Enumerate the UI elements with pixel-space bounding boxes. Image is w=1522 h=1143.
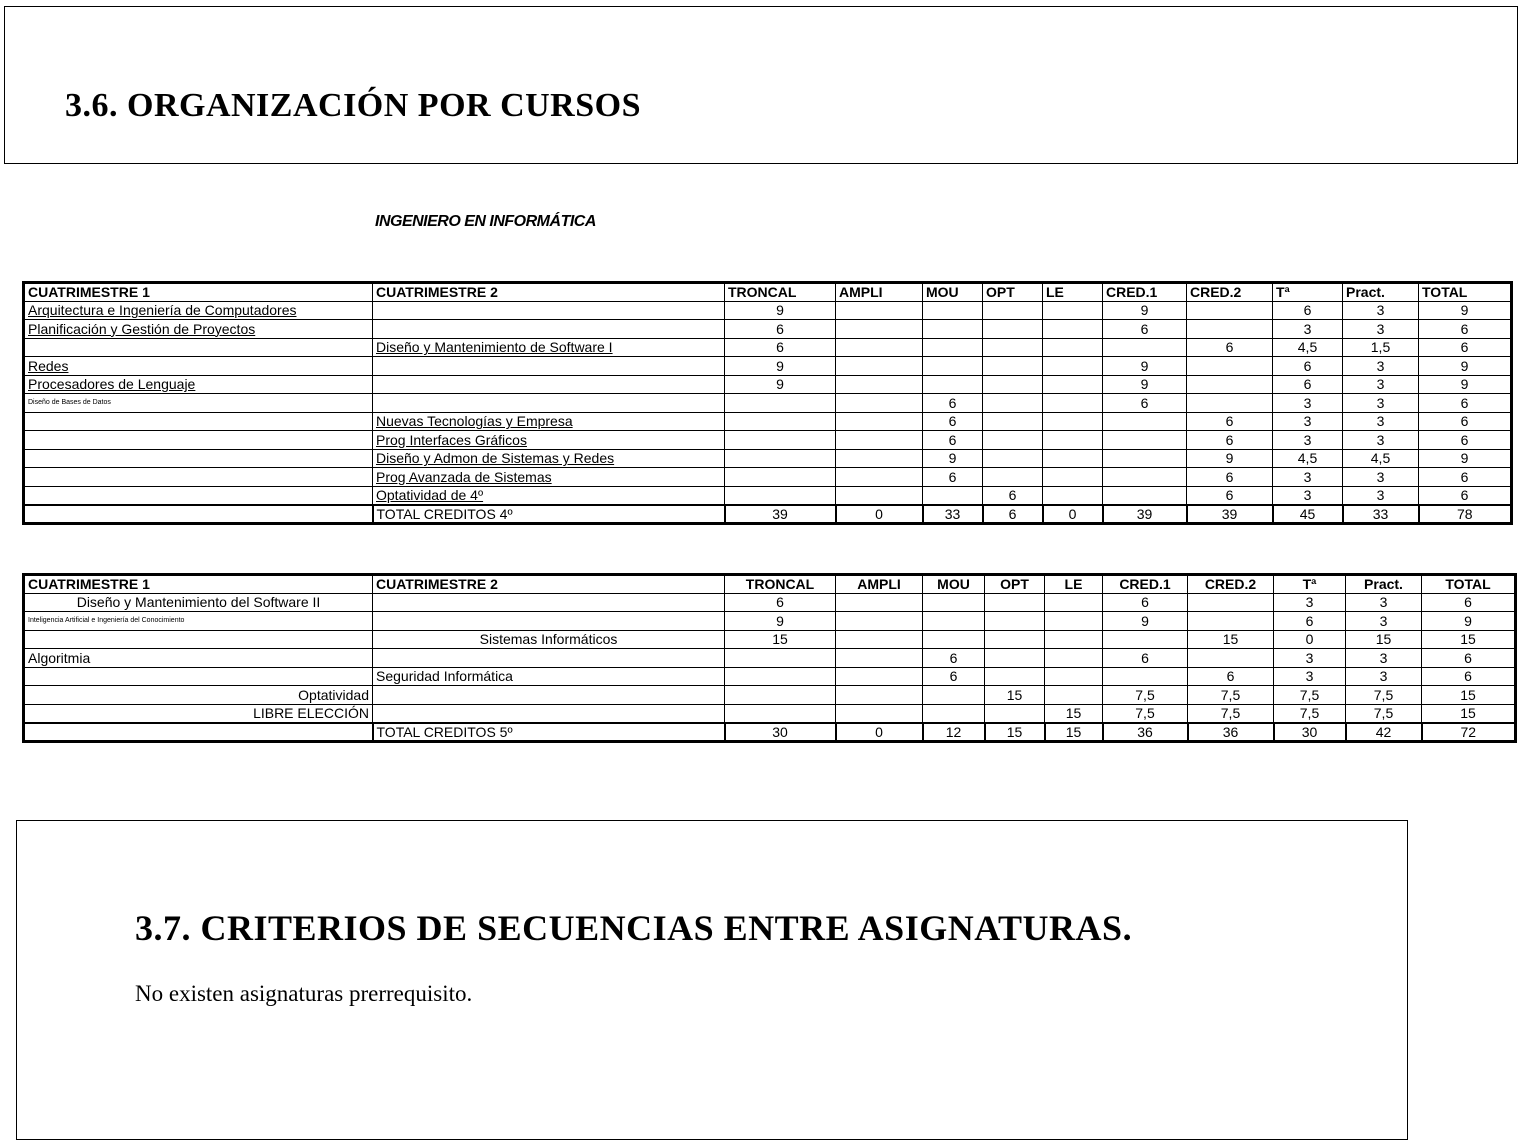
table-cell [24, 468, 373, 487]
table-cell: 9 [1419, 375, 1512, 394]
table-cell: 45 [1273, 505, 1343, 524]
table-cell: 6 [1103, 394, 1187, 413]
table-cell: 6 [923, 649, 985, 668]
table-cell [983, 431, 1043, 450]
table-cell [1045, 686, 1103, 705]
table-cell [725, 412, 836, 431]
column-header: Tª [1274, 575, 1346, 594]
table-cell [983, 357, 1043, 376]
table-cell [836, 301, 923, 320]
table-cell [725, 667, 836, 686]
table-cell: 6 [1187, 431, 1273, 450]
table-cell: 9 [1187, 449, 1273, 468]
table-cell [1043, 431, 1103, 450]
table-cell [725, 649, 836, 668]
table-cell [1043, 338, 1103, 357]
column-header: OPT [983, 283, 1043, 302]
table-cell: 4,5 [1343, 449, 1419, 468]
table-cell: 15 [1422, 686, 1516, 705]
table-cell: 6 [1273, 375, 1343, 394]
table-cell: 42 [1346, 723, 1422, 742]
column-header: CUATRIMESTRE 1 [24, 575, 373, 594]
table-cell [923, 630, 985, 649]
table-cell [985, 593, 1045, 612]
table-cell [1045, 649, 1103, 668]
table-cell [923, 704, 985, 723]
table-cell: 6 [1273, 357, 1343, 376]
column-header: MOU [923, 283, 983, 302]
table-cell [373, 301, 725, 320]
table-cell [923, 612, 985, 631]
total-row [24, 505, 1512, 524]
table-cell [1187, 394, 1273, 413]
table-cell [24, 630, 373, 649]
table-row [24, 630, 1516, 649]
table-cell: 0 [836, 505, 923, 524]
column-header: CRED.1 [1103, 575, 1188, 594]
table-cell [836, 357, 923, 376]
table-row [24, 375, 1512, 394]
column-header: CUATRIMESTRE 2 [373, 283, 725, 302]
table-cell [1043, 449, 1103, 468]
table-row [24, 612, 1516, 631]
table-cell [1103, 630, 1188, 649]
table-cell [373, 704, 725, 723]
table-cell: 9 [1422, 612, 1516, 631]
table-cell [836, 449, 923, 468]
table-cell [923, 357, 983, 376]
table-cell: 9 [725, 357, 836, 376]
table-cell: 6 [1419, 468, 1512, 487]
table-cell [983, 375, 1043, 394]
table-cell: 6 [1187, 486, 1273, 505]
column-header: CUATRIMESTRE 1 [24, 283, 373, 302]
table-cell [1043, 486, 1103, 505]
table-cell: LIBRE ELECCIÓN [24, 704, 373, 723]
table-cell: 6 [923, 431, 983, 450]
table-cell: 3 [1343, 431, 1419, 450]
table-cell [983, 394, 1043, 413]
table-cell: Optatividad [24, 686, 373, 705]
table-cell [983, 301, 1043, 320]
table-cell: 33 [1343, 505, 1419, 524]
table-cell: 9 [923, 449, 983, 468]
table-cell [836, 667, 923, 686]
table-cell: Prog Interfaces Gráficos [373, 431, 725, 450]
table-cell: 3 [1343, 394, 1419, 413]
table-cell: 15 [725, 630, 836, 649]
table-cell: 36 [1188, 723, 1274, 742]
table-cell [1103, 449, 1187, 468]
table-cell [725, 449, 836, 468]
table-cell: 7,5 [1188, 704, 1274, 723]
table-cell: 15 [1188, 630, 1274, 649]
table-row [24, 431, 1512, 450]
table-cell: 9 [1419, 301, 1512, 320]
total-row [24, 723, 1516, 742]
table-cell [725, 704, 836, 723]
table-cell: TOTAL CREDITOS 5º [373, 723, 725, 742]
table-cell [985, 630, 1045, 649]
table-cell [985, 704, 1045, 723]
table-cell: 9 [725, 612, 836, 631]
column-header: CRED.2 [1187, 283, 1273, 302]
table-cell [923, 686, 985, 705]
table-cell: 3 [1273, 486, 1343, 505]
table-cell [24, 449, 373, 468]
table-cell: Inteligencia Artificial e Ingeniería del Conocimiento [24, 612, 373, 631]
column-header: Tª [1273, 283, 1343, 302]
table-cell [24, 412, 373, 431]
table-row [24, 667, 1516, 686]
table-cell: 33 [923, 505, 983, 524]
table-cell [1187, 320, 1273, 339]
table-row [24, 412, 1512, 431]
table-cell [836, 320, 923, 339]
table-cell: 6 [923, 412, 983, 431]
table-cell [725, 394, 836, 413]
table-cell: 78 [1419, 505, 1512, 524]
column-header: LE [1045, 575, 1103, 594]
table-cell [24, 505, 373, 524]
table-cell: 6 [1273, 301, 1343, 320]
table-cell [725, 686, 836, 705]
table-cell [985, 649, 1045, 668]
column-header: TOTAL [1419, 283, 1512, 302]
course-table-4 [22, 281, 1513, 525]
table-cell [1045, 593, 1103, 612]
section-header-box [4, 6, 1518, 164]
table-cell [373, 686, 725, 705]
table-cell: Algoritmia [24, 649, 373, 668]
table-cell: 9 [1419, 357, 1512, 376]
table-cell: Planificación y Gestión de Proyectos [24, 320, 373, 339]
table-cell: 3 [1274, 667, 1346, 686]
table-cell [1187, 375, 1273, 394]
table-cell: 6 [923, 667, 985, 686]
table-cell [983, 412, 1043, 431]
table-cell [1045, 612, 1103, 631]
table-cell: 3 [1346, 649, 1422, 668]
table-cell [24, 486, 373, 505]
degree-subtitle: INGENIERO EN INFORMÁTICA [375, 213, 596, 230]
table-cell [1043, 375, 1103, 394]
table-cell [983, 449, 1043, 468]
column-header: AMPLI [836, 283, 923, 302]
table-cell [1187, 301, 1273, 320]
table-cell: 3 [1343, 357, 1419, 376]
table-cell: 0 [1043, 505, 1103, 524]
table-cell: 15 [985, 686, 1045, 705]
table-cell: 6 [1419, 431, 1512, 450]
table-cell: Procesadores de Lenguaje [24, 375, 373, 394]
table-cell [836, 486, 923, 505]
table-cell: Diseño y Mantenimiento de Software I [373, 338, 725, 357]
table-cell: 39 [1187, 505, 1273, 524]
table-cell: 9 [1419, 449, 1512, 468]
table-cell [836, 338, 923, 357]
table-cell: Arquitectura e Ingeniería de Computadores [24, 301, 373, 320]
table-row [24, 357, 1512, 376]
table-cell: 3 [1273, 320, 1343, 339]
table-cell: 6 [923, 468, 983, 487]
table-cell: 6 [1187, 338, 1273, 357]
table-cell: 6 [1187, 468, 1273, 487]
table-cell: 3 [1343, 412, 1419, 431]
table-cell [1043, 412, 1103, 431]
column-header: TRONCAL [725, 575, 836, 594]
column-header: MOU [923, 575, 985, 594]
table-cell [1103, 412, 1187, 431]
table-cell [24, 431, 373, 450]
table-cell: 15 [1045, 704, 1103, 723]
table-cell: 30 [725, 723, 836, 742]
table-cell: 9 [1103, 612, 1188, 631]
table-cell [836, 468, 923, 487]
table-cell: 30 [1274, 723, 1346, 742]
table-cell: 6 [1422, 667, 1516, 686]
table-cell: 9 [1103, 301, 1187, 320]
table-cell [373, 357, 725, 376]
table-cell: 6 [1419, 394, 1512, 413]
table-cell: 6 [725, 593, 836, 612]
table-cell [725, 468, 836, 487]
column-header: CRED.1 [1103, 283, 1187, 302]
table-cell: Diseño y Admon de Sistemas y Redes [373, 449, 725, 468]
table-cell [373, 394, 725, 413]
table-cell [1045, 630, 1103, 649]
table-cell [1043, 320, 1103, 339]
table-cell [1045, 667, 1103, 686]
table-cell: 6 [1274, 612, 1346, 631]
table-cell [1043, 394, 1103, 413]
table-cell [373, 593, 725, 612]
table-cell: Seguridad Informática [373, 667, 725, 686]
table-row [24, 394, 1512, 413]
table-cell: 3 [1274, 593, 1346, 612]
table-cell: Nuevas Tecnologías y Empresa [373, 412, 725, 431]
column-header: TOTAL [1422, 575, 1516, 594]
section-title: 3.6. ORGANIZACIÓN POR CURSOS [65, 87, 641, 124]
table-cell [373, 375, 725, 394]
table-cell: 6 [1103, 593, 1188, 612]
table-cell: 6 [983, 505, 1043, 524]
table-cell: 4,5 [1273, 449, 1343, 468]
table-cell: 6 [1419, 412, 1512, 431]
table-cell: 1,5 [1343, 338, 1419, 357]
table-cell: 6 [983, 486, 1043, 505]
header-row [24, 283, 1512, 302]
column-header: TRONCAL [725, 283, 836, 302]
table-cell: 6 [1187, 412, 1273, 431]
table-row [24, 686, 1516, 705]
table-row [24, 704, 1516, 723]
table-cell [836, 649, 923, 668]
table-cell: 3 [1343, 375, 1419, 394]
table-cell [923, 486, 983, 505]
table-cell: 7,5 [1346, 704, 1422, 723]
table-cell: 7,5 [1274, 686, 1346, 705]
table-cell: 6 [1188, 667, 1274, 686]
table-cell: 36 [1103, 723, 1188, 742]
table-cell: 0 [1274, 630, 1346, 649]
table-cell: 15 [1422, 630, 1516, 649]
table-cell: 6 [725, 320, 836, 339]
table-cell: 39 [725, 505, 836, 524]
table-cell: 4,5 [1273, 338, 1343, 357]
table-cell: Optatividad de 4º [373, 486, 725, 505]
table-cell: 3 [1343, 320, 1419, 339]
table-cell: Diseño de Bases de Datos [24, 394, 373, 413]
table-cell [836, 394, 923, 413]
table-cell: 9 [1103, 375, 1187, 394]
table-cell [24, 338, 373, 357]
table-cell [983, 320, 1043, 339]
table-cell: 6 [923, 394, 983, 413]
table-cell [373, 320, 725, 339]
criteria-title: 3.7. CRITERIOS DE SECUENCIAS ENTRE ASIGNATURAS. [135, 908, 1133, 948]
table-cell: 3 [1273, 394, 1343, 413]
table-row [24, 449, 1512, 468]
table-cell: 3 [1343, 301, 1419, 320]
column-header: CRED.2 [1188, 575, 1274, 594]
table-cell: 12 [923, 723, 985, 742]
table-row [24, 593, 1516, 612]
table-cell [983, 468, 1043, 487]
table-cell: 72 [1422, 723, 1516, 742]
table-cell [725, 431, 836, 450]
table-cell: 6 [1419, 338, 1512, 357]
table-cell: 39 [1103, 505, 1187, 524]
column-header: Pract. [1343, 283, 1419, 302]
table-cell: 3 [1273, 468, 1343, 487]
table-cell [836, 704, 923, 723]
table-cell: 9 [725, 301, 836, 320]
table-cell [836, 412, 923, 431]
table-cell: 9 [1103, 357, 1187, 376]
section-criteria-box [16, 820, 1408, 1140]
table-cell [1188, 612, 1274, 631]
table-cell [1103, 667, 1188, 686]
table-cell [985, 667, 1045, 686]
table-cell [1103, 468, 1187, 487]
table-cell: 3 [1346, 667, 1422, 686]
table-cell: 3 [1343, 468, 1419, 487]
table-cell: 6 [1422, 593, 1516, 612]
table-cell: 9 [725, 375, 836, 394]
table-row [24, 468, 1512, 487]
table-cell: 7,5 [1274, 704, 1346, 723]
table-cell: 7,5 [1103, 686, 1188, 705]
table-cell [923, 320, 983, 339]
table-cell: 3 [1346, 612, 1422, 631]
table-cell: Redes [24, 357, 373, 376]
table-cell [24, 667, 373, 686]
table-cell [1188, 593, 1274, 612]
course-table-5 [22, 573, 1517, 743]
table-row [24, 338, 1512, 357]
table-cell: 15 [985, 723, 1045, 742]
table-cell [373, 612, 725, 631]
table-cell [1103, 486, 1187, 505]
table-row [24, 486, 1512, 505]
table-cell: 0 [836, 723, 923, 742]
table-cell: 6 [1422, 649, 1516, 668]
table-cell: 3 [1274, 649, 1346, 668]
table-cell [1103, 431, 1187, 450]
table-cell: 3 [1273, 431, 1343, 450]
table-cell [836, 375, 923, 394]
table-cell: 6 [725, 338, 836, 357]
table-cell [836, 686, 923, 705]
table-row [24, 301, 1512, 320]
column-header: CUATRIMESTRE 2 [373, 575, 725, 594]
table-cell: 7,5 [1346, 686, 1422, 705]
table-cell [1043, 357, 1103, 376]
header-row [24, 575, 1516, 594]
table-cell: 6 [1103, 320, 1187, 339]
table-cell [836, 593, 923, 612]
table-cell: 15 [1045, 723, 1103, 742]
table-cell [836, 612, 923, 631]
table-cell: 6 [1103, 649, 1188, 668]
table-cell [1188, 649, 1274, 668]
column-header: AMPLI [836, 575, 923, 594]
table-cell [983, 338, 1043, 357]
table-cell [985, 612, 1045, 631]
table-cell: Sistemas Informáticos [373, 630, 725, 649]
table-cell [725, 486, 836, 505]
table-cell [1043, 468, 1103, 487]
table-cell [1103, 338, 1187, 357]
table-row [24, 649, 1516, 668]
table-cell [836, 630, 923, 649]
table-cell [923, 593, 985, 612]
column-header: LE [1043, 283, 1103, 302]
table-cell [1187, 357, 1273, 376]
table-cell [836, 431, 923, 450]
table-cell: 15 [1346, 630, 1422, 649]
table-cell: 3 [1346, 593, 1422, 612]
table-cell [373, 649, 725, 668]
table-cell: Diseño y Mantenimiento del Software II [24, 593, 373, 612]
table-cell [923, 338, 983, 357]
table-cell: TOTAL CREDITOS 4º [373, 505, 725, 524]
criteria-text: No existen asignaturas prerrequisito. [135, 981, 473, 1006]
table-cell: 3 [1273, 412, 1343, 431]
table-cell: 3 [1343, 486, 1419, 505]
table-cell: 6 [1419, 486, 1512, 505]
table-cell: 7,5 [1103, 704, 1188, 723]
table-cell: 15 [1422, 704, 1516, 723]
table-cell [1043, 301, 1103, 320]
table-cell: 7,5 [1188, 686, 1274, 705]
table-cell: Prog Avanzada de Sistemas [373, 468, 725, 487]
table-cell [923, 375, 983, 394]
table-cell [24, 723, 373, 742]
table-cell: 6 [1419, 320, 1512, 339]
column-header: OPT [985, 575, 1045, 594]
table-row [24, 320, 1512, 339]
table-cell [923, 301, 983, 320]
column-header: Pract. [1346, 575, 1422, 594]
